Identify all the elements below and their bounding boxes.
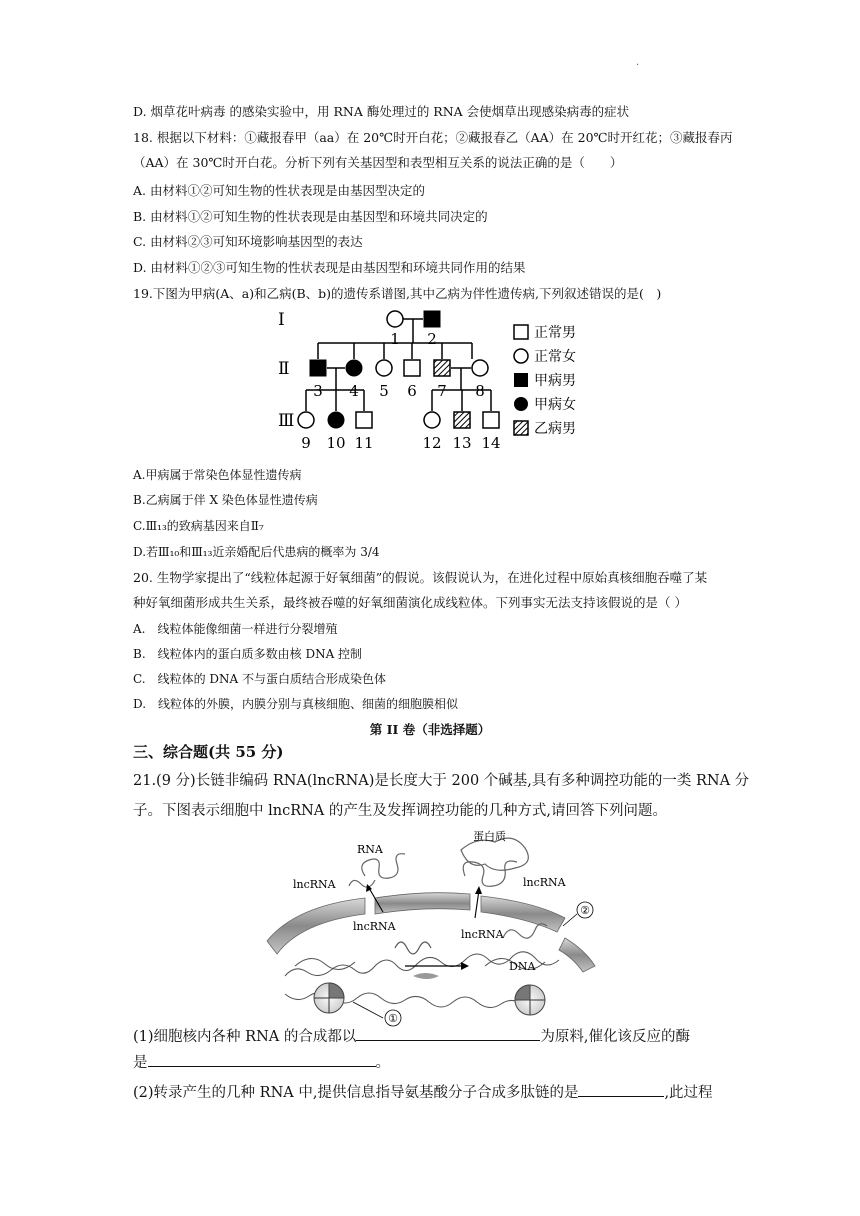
q19-option-c: C.Ⅲ₁₃的致病基因来自Ⅱ₇ [133, 519, 264, 533]
q18-stem-2: （AA）在 30℃时开白花。分析下列有关基因型和表型相互关系的说法正确的是（ ） [133, 155, 623, 170]
q21-stem: 21.(9 分)长链非编码 RNA(lncRNA)是长度大于 200 个碱基,具有多种调控功能的一类 RNA 分 [133, 773, 750, 789]
q21-part2-line [133, 1082, 713, 1103]
ped-num: 8 [475, 382, 485, 400]
gen-label-3: Ⅲ [278, 411, 295, 431]
q21-part2-text: (2)转录产生的几种 RNA 中,提供信息指导氨基酸分子合成多肽链的是 [133, 1085, 579, 1101]
q21-part1b-text: 是 [133, 1055, 148, 1071]
answer-blank-3[interactable] [578, 1082, 664, 1097]
ped-num: 7 [437, 382, 447, 400]
ped-num: 3 [313, 382, 323, 400]
ped-num: 5 [379, 382, 389, 400]
lncrna-cell-diagram [265, 826, 610, 1025]
pedigree-diagram [270, 300, 610, 460]
q21-part1-line1 [133, 1026, 690, 1047]
gen-label-2: Ⅱ [278, 359, 290, 379]
legend-disease-b-male: 乙病男 [534, 421, 576, 437]
legend-normal-male: 正常男 [534, 325, 576, 341]
label-lncrna-right: lncRNA [523, 876, 566, 889]
q18-option-b: B. 由材料①②可知生物的性状表现是由基因型和环境共同决定的 [133, 209, 488, 224]
q19-option-d: D.若Ⅲ₁₀和Ⅲ₁₃近亲婚配后代患病的概率为 3/4 [133, 545, 380, 559]
label-circle-2: ② [580, 904, 590, 917]
q19-stem: 19.下图为甲病(A、a)和乙病(B、b)的遗传系谱图,其中乙病为伴性遗传病,下列叙述错误的是( ) [133, 286, 662, 301]
legend-normal-female: 正常女 [534, 349, 576, 365]
q20-stem-2: 种好氧细菌形成共生关系，最终被吞噬的好氧细菌演化成线粒体。下列事实无法支持该假说的是（ ） [133, 595, 687, 610]
pedigree-legend [514, 324, 576, 437]
section-3-heading: 三、综合题(共 55 分) [133, 743, 284, 761]
ped-8 [472, 360, 488, 376]
ped-5 [376, 360, 392, 376]
label-circle-1: ① [388, 1012, 398, 1025]
ped-3 [310, 360, 326, 376]
ped-num: 11 [354, 434, 374, 452]
ped-2 [424, 311, 440, 327]
label-lncrna-center-left: lncRNA [353, 920, 396, 933]
legend-disease-a-female: 甲病女 [534, 397, 576, 413]
ped-11 [356, 412, 372, 428]
page-marker: · [636, 60, 640, 71]
gen-label-1: Ⅰ [278, 310, 285, 330]
q21-part1-line2 [133, 1052, 390, 1073]
ped-num: 9 [301, 434, 311, 452]
q19-option-b: B.乙病属于伴 X 染色体显性遗传病 [133, 493, 318, 507]
ped-num: 6 [407, 382, 417, 400]
label-protein: 蛋白质 [473, 830, 506, 843]
q18-option-d: D. 由材料①②③可知生物的性状表现是由基因型和环境共同作用的结果 [133, 260, 526, 275]
ped-14 [483, 412, 499, 428]
q20-option-d: D. 线粒体的外膜，内膜分别与真核细胞、细菌的细胞膜相似 [133, 697, 459, 711]
ped-4 [346, 360, 362, 376]
ped-1 [387, 311, 403, 327]
label-lncrna-left: lncRNA [293, 878, 336, 891]
part-2-title: 第 II 卷（非选择题） [369, 722, 491, 737]
q21-part1-text-end: 为原料,催化该反应的酶 [540, 1029, 690, 1045]
label-rna: RNA [357, 843, 383, 856]
ped-13 [454, 412, 470, 428]
ped-10 [328, 412, 344, 428]
ped-num: 2 [427, 330, 437, 348]
q20-option-a: A. 线粒体能像细菌一样进行分裂增殖 [133, 622, 338, 636]
q20-stem: 20. 生物学家提出了“线粒体起源于好氧细菌”的假说。该假说认为，在进化过程中原始真核细胞吞噬了某 [133, 570, 708, 585]
ped-num: 14 [481, 434, 501, 452]
q21-stem-2: 子。下图表示细胞中 lncRNA 的产生及发挥调控功能的几种方式,请回答下列问题。 [133, 803, 667, 819]
label-dna: DNA [509, 960, 536, 973]
q20-option-b: B. 线粒体内的蛋白质多数由核 DNA 控制 [133, 647, 363, 661]
ped-7 [434, 360, 450, 376]
ped-num: 12 [422, 434, 442, 452]
ped-num: 1 [390, 330, 400, 348]
answer-blank-2[interactable] [148, 1052, 376, 1067]
q18-option-a: A. 由材料①②可知生物的性状表现是由基因型决定的 [133, 183, 425, 198]
ped-6 [404, 360, 420, 376]
q18-stem: 18. 根据以下材料：①藏报春甲（aa）在 20℃时开白花；②藏报春乙（AA）在 20℃时开红花；③藏报春丙 [133, 130, 733, 145]
q21-part2-text-end: ,此过程 [664, 1085, 713, 1101]
ped-12 [424, 412, 440, 428]
q20-option-c: C. 线粒体的 DNA 不与蛋白质结合形成染色体 [133, 672, 386, 686]
label-lncrna-center-right: lncRNA [461, 928, 504, 941]
q19-option-a: A.甲病属于常染色体显性遗传病 [133, 468, 302, 482]
q17-option-d: D. 烟草花叶病毒 的感染实验中，用 RNA 酶处理过的 RNA 会使烟草出现感染病毒的症状 [133, 104, 630, 119]
ped-num: 4 [349, 382, 359, 400]
ped-num: 13 [452, 434, 472, 452]
q18-option-c: C. 由材料②③可知环境影响基因型的表达 [133, 234, 363, 249]
ped-num: 10 [326, 434, 346, 452]
q21-part1b-text-end: 。 [375, 1055, 390, 1071]
answer-blank-1[interactable] [356, 1026, 540, 1041]
q21-part1-text: (1)细胞核内各种 RNA 的合成都以 [133, 1029, 357, 1045]
ped-9 [298, 412, 314, 428]
legend-disease-a-male: 甲病男 [534, 373, 576, 389]
